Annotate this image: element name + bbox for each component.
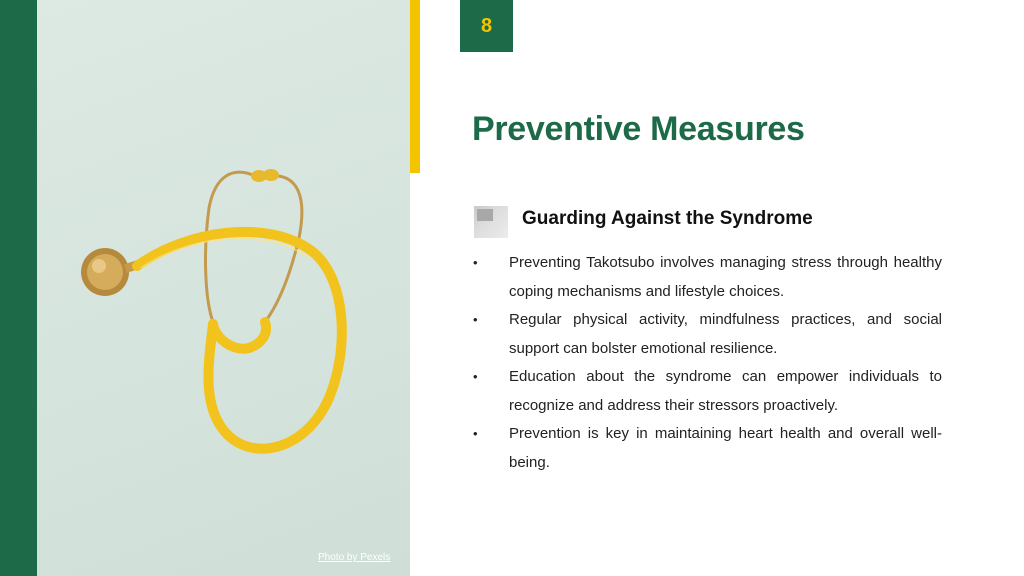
photo-credit[interactable]: Photo by Pexels — [318, 552, 391, 563]
bullet-dot: • — [473, 369, 478, 384]
bullet-item — [470, 306, 942, 363]
stethoscope-illustration — [37, 0, 410, 576]
bullet-list — [470, 249, 942, 477]
bullet-text: Preventing Takotsubo involves managing stress through healthy coping mechanisms and lifestyle choices. — [509, 254, 942, 300]
bullet-dot: • — [473, 426, 478, 441]
section-subtitle: Guarding Against the Syndrome — [522, 208, 813, 229]
bullet-item — [470, 363, 942, 420]
bullet-text: Education about the syndrome can empower individuals to recognize and address their stressors proactively. — [509, 368, 942, 414]
bullet-dot: • — [473, 255, 478, 270]
bullet-item — [470, 249, 942, 306]
left-green-stripe — [0, 0, 37, 576]
bullet-item — [470, 420, 942, 477]
yellow-accent-bar — [410, 0, 420, 173]
stethoscope-photo — [37, 0, 410, 576]
bullet-dot: • — [473, 312, 478, 327]
gray-square-icon-inner — [477, 209, 493, 221]
bullet-text: Regular physical activity, mindfulness practices, and social support can bolster emotional resilience. — [509, 311, 942, 357]
page-title: Preventive Measures — [472, 110, 805, 148]
bullet-text: Prevention is key in maintaining heart health and overall well-being. — [509, 425, 942, 471]
slide-number: 8 — [460, 0, 513, 52]
gray-square-icon — [474, 206, 508, 238]
